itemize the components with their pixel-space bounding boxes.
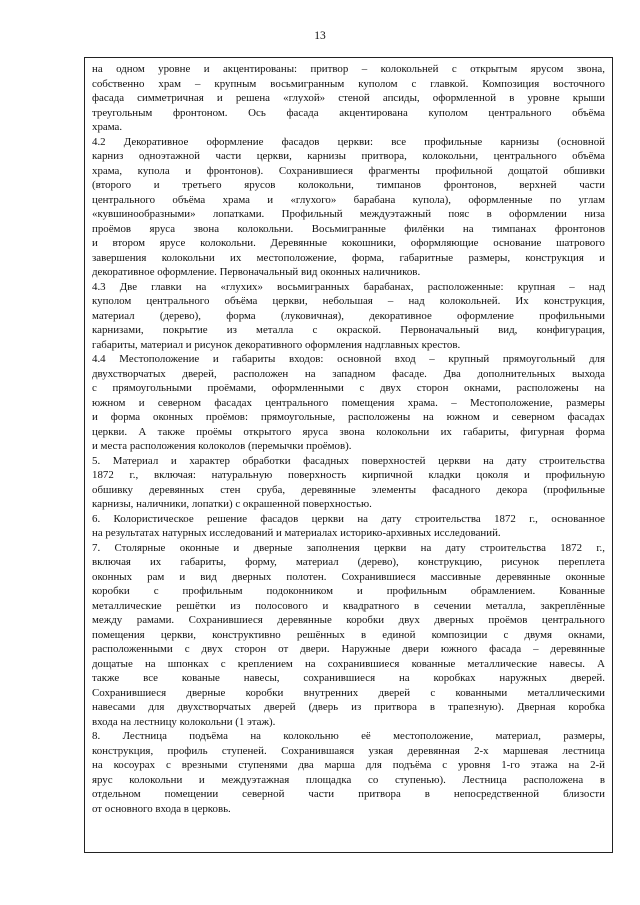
text-line: расположенными с двух сторон от двери. Наружные двери южного фасада – деревянные — [92, 643, 605, 655]
text-line: собственно храм – крупным восьмигранным куполом с главкой. Композиция восточного — [92, 77, 605, 90]
text-line: дощатые на шпонках с креплением на сохранившиеся кованные металлические навесы. А — [92, 657, 605, 670]
text-line: и втором ярусе колокольни. Деревянные кокошники, оформляющие основание шатрового — [92, 237, 605, 249]
text-line: «кувшинообразными» лопатками. Профильный междуэтажный пояс в оформлении низа — [92, 208, 605, 220]
text-line: (второго и третьего ярусов колокольни, тимпанов фронтонов, верхней части — [92, 179, 605, 191]
text-line: с прямоугольными проёмами, оформленными с двух сторон окнами, расположены на — [92, 382, 605, 394]
text-line: храма, купола и фронтонов). Сохранившиеся фрагменты профильной дощатой обшивки — [92, 164, 605, 177]
text-line: между рамами. Сохранившиеся деревянные коробки двух дверных проёмов центрального — [92, 614, 605, 626]
text-line: на косоурах с врезными ступенями два марша для подъёма с уровня 1-го этажа на 2-й — [92, 759, 605, 771]
text-line: церкви. А также проёмы открытого яруса звона колокольни их габариты, фигурная форма — [92, 425, 605, 438]
text-line: 4.3 Две главки на «глухих» восьмигранных барабанах, расположенные: крупная – над — [92, 280, 605, 293]
text-line: от основного входа в церковь. — [92, 802, 231, 815]
text-line: на результатах натурных исследований и материалах историко-архивных исследований. — [92, 527, 501, 539]
text-line: 7. Столярные оконные и дверные заполнения церкви на дату строительства 1872 г., — [92, 541, 605, 554]
text-line: центрального объёма храма и «глухого» барабана купола), оформленные по углам — [92, 193, 605, 206]
text-line: оконных рам и вид дверных полотен. Сохранившиеся массивные деревянные оконные — [92, 570, 605, 583]
text-line: входа на лестницу колокольни (1 этаж). — [92, 715, 276, 728]
text-line: и места расположения колоколов (перемычки проёмов). — [92, 440, 352, 452]
text-line: 4.2 Декоративное оформление фасадов церкви: все профильные карнизы (основной — [92, 135, 605, 148]
text-line: 5. Материал и характер обработки фасадных поверхностей церкви на дату строительства — [92, 454, 605, 467]
text-line: южном и северном фасадах центрального помещения храма. – Местоположение, размеры — [92, 396, 605, 409]
text-line: 6. Колористическое решение фасадов церкви на дату строительства 1872 г., основанное — [92, 512, 605, 525]
text-line: 1872 г., включая: натуральную поверхность кирпичной кладки цоколя и профильную — [92, 469, 605, 481]
text-line: на одном уровне и акцентированы: притвор – колокольней с открытым ярусом звона, — [92, 63, 605, 75]
text-line: 4.4 Местоположение и габариты входов: основной вход – крупный прямоугольный для — [92, 353, 605, 365]
text-line: двухстворчатых дверей, расположен на западном фасаде. Два дополнительных выхода — [92, 367, 605, 380]
text-line: карнизами, покрытие из металла с окраской. Первоначальный вид, конфигурация, — [92, 324, 605, 336]
text-line: декоративное оформление. Первоначальный вид оконных наличников. — [92, 266, 421, 278]
text-line: и форма оконных проёмов: прямоугольные, расположены на южном и северном фасадах — [92, 411, 605, 423]
text-line: коробки с профильным подоконником и профильным обрамлением. Кованные — [92, 585, 605, 597]
page-number: 13 — [314, 30, 326, 42]
text-line: также все кованые навесы, сохранившиеся на коробках наружных дверей. — [92, 672, 605, 684]
text-line: отдельном помещении северной части притвора в непосредственной близости — [92, 788, 605, 800]
text-line: материал (дерево), форма (луковичная), декоративное оформление профильными — [92, 309, 605, 322]
text-line: карниз одноэтажной части церкви, карнизы притвора, колокольни, центрального объёма — [92, 150, 605, 162]
text-line: проёмов яруса звона колокольни. Восьмигранные филёнки на тимпанах фронтонов — [92, 222, 605, 235]
text-line: карнизы, наличники, лопатки) с окрашенной поверхностью. — [92, 498, 372, 510]
text-line: фасада симметричная и решена «глухой» стеной апсиды, оформленной в уровне крыши — [92, 92, 605, 104]
text-line: храма. — [92, 121, 123, 133]
text-line: включая их габариты, форму, материал (дерево), конструкцию, рисунок переплета — [92, 556, 605, 568]
text-line: обшивку деревянных стен сруба, деревянные элементы фасадного декора (профильные — [92, 483, 605, 496]
text-line: конструкция, профиль ступеней. Сохранившаяся узкая деревянная 2-х маршевая лестница — [92, 744, 605, 757]
text-line: навесами для двухстворчатых дверей (дверь из притвора в трапезную). Дверная коробка — [92, 701, 605, 713]
text-line: габариты, материал и рисунок декоративного оформления надглавных крестов. — [92, 338, 461, 351]
text-line: помещения церкви, конструктивно решённых в единой композиции с двумя окнами, — [92, 628, 605, 641]
text-line: Сохранившиеся дверные коробки внутренних дверей с кованными металлическими — [92, 686, 605, 699]
document-text-frame — [84, 57, 613, 853]
text-line: металлические решётки из полосового и квадратного в сечении металла, закреплённые — [92, 599, 605, 612]
text-line: ярус колокольни и междуэтажная площадка со ступенью). Лестница расположена в — [92, 773, 605, 786]
text-line: треугольным фронтоном. Ось фасада акцентирована куполом центрального объёма — [92, 106, 605, 119]
text-line: куполом центрального объёма церкви, небольшая – над колокольней. Их конструкция, — [92, 295, 605, 307]
text-line: 8. Лестница подъёма на колокольню её местоположение, материал, размеры, — [92, 730, 605, 742]
text-line: завершения колокольни их местоположение, форма, габаритные размеры, конструкция и — [92, 251, 605, 264]
